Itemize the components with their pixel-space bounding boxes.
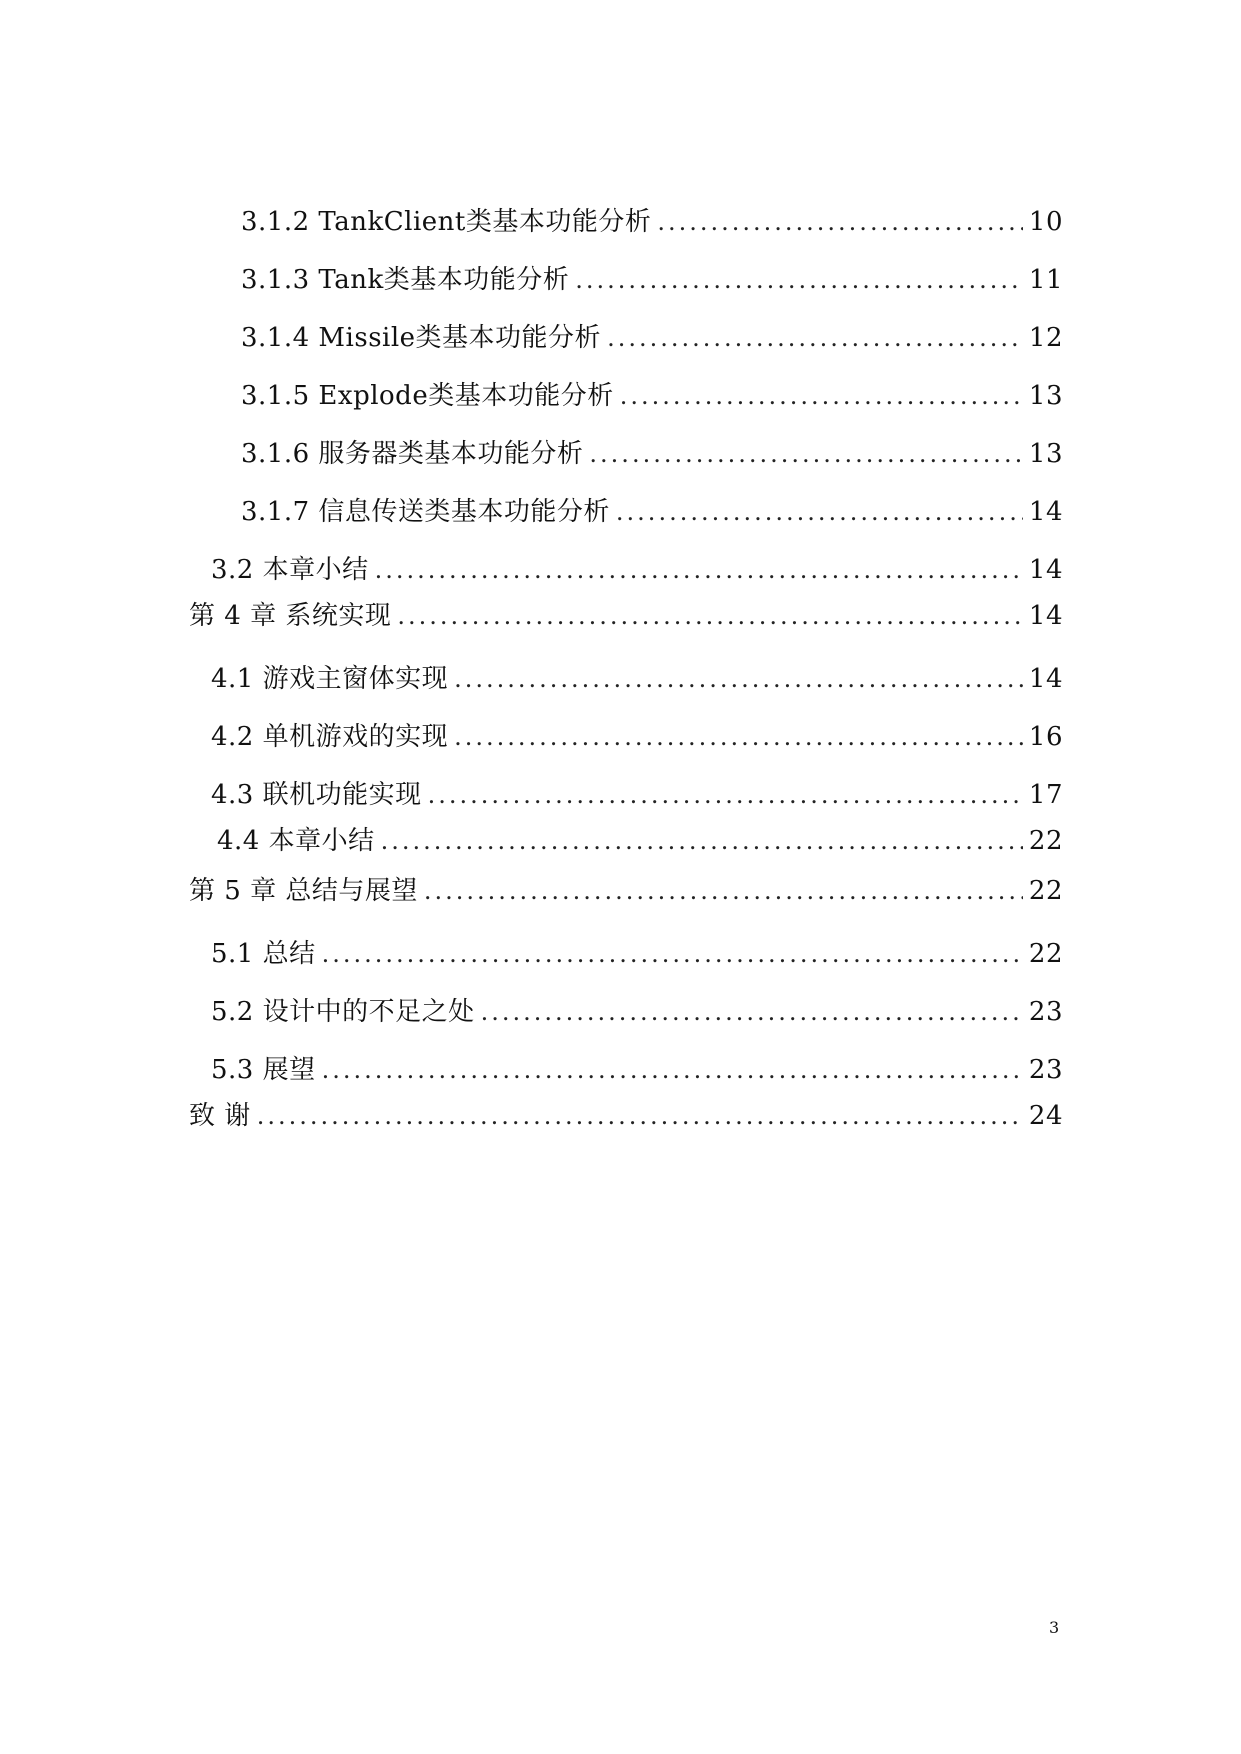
toc-entry-label: 第 4 章 系统实现 bbox=[189, 601, 392, 631]
toc-entry-page-number: 16 bbox=[1028, 722, 1063, 752]
toc-entry-5-1[interactable] bbox=[211, 936, 1063, 972]
toc-entry-page-number: 10 bbox=[1028, 207, 1063, 237]
toc-entry-label: 3.1.4 Missile类基本功能分析 bbox=[241, 323, 602, 353]
toc-entry-label: 5.2 设计中的不足之处 bbox=[211, 997, 475, 1027]
toc-entry-label: 4.3 联机功能实现 bbox=[211, 780, 422, 810]
toc-entry-page-number: 13 bbox=[1028, 381, 1063, 411]
toc-entry-label: 5.1 总结 bbox=[211, 939, 316, 969]
toc-entry-page-number: 14 bbox=[1028, 664, 1063, 694]
dot-leader bbox=[657, 204, 1023, 240]
dot-leader bbox=[397, 598, 1023, 634]
dot-leader bbox=[322, 936, 1023, 972]
dot-leader bbox=[257, 1098, 1023, 1134]
toc-entry-page-number: 14 bbox=[1028, 497, 1063, 527]
toc-entry-5-2[interactable] bbox=[211, 994, 1063, 1030]
toc-entry-label: 3.1.5 Explode类基本功能分析 bbox=[241, 381, 614, 411]
toc-entry-page-number: 22 bbox=[1028, 939, 1063, 969]
toc-entry-4-1[interactable] bbox=[211, 661, 1063, 697]
toc-entry-page-number: 17 bbox=[1028, 780, 1063, 810]
toc-entry-page-number: 22 bbox=[1028, 826, 1063, 856]
toc-entry-label: 4.2 单机游戏的实现 bbox=[211, 722, 449, 752]
toc-entry-page-number: 24 bbox=[1028, 1101, 1063, 1131]
toc-entry-label: 3.1.2 TankClient类基本功能分析 bbox=[241, 207, 652, 237]
toc-entry-label: 3.1.3 Tank类基本功能分析 bbox=[241, 265, 570, 295]
toc-entry-3-1-3[interactable] bbox=[241, 262, 1063, 298]
toc-entry-page-number: 13 bbox=[1028, 439, 1063, 469]
toc-entry-label: 5.3 展望 bbox=[211, 1055, 316, 1085]
toc-entry-3-1-6[interactable] bbox=[241, 436, 1063, 472]
dot-leader bbox=[375, 552, 1023, 588]
toc-entry-4-3[interactable] bbox=[211, 777, 1063, 813]
toc-entry-label: 4.4 本章小结 bbox=[217, 826, 375, 856]
toc-entry-page-number: 23 bbox=[1028, 997, 1063, 1027]
toc-entry-page-number: 23 bbox=[1028, 1055, 1063, 1085]
toc-entry-label: 3.2 本章小结 bbox=[211, 555, 369, 585]
toc-entry-page-number: 14 bbox=[1028, 601, 1063, 631]
dot-leader bbox=[424, 873, 1023, 909]
dot-leader bbox=[454, 661, 1023, 697]
toc-entry-chapter-5[interactable] bbox=[189, 873, 1063, 909]
toc-entry-page-number: 22 bbox=[1028, 876, 1063, 906]
toc-entry-page-number: 11 bbox=[1028, 265, 1063, 295]
toc-entry-label: 第 5 章 总结与展望 bbox=[189, 876, 418, 906]
toc-entry-label: 3.1.6 服务器类基本功能分析 bbox=[241, 439, 584, 469]
toc-entry-page-number: 12 bbox=[1028, 323, 1063, 353]
dot-leader bbox=[620, 378, 1023, 414]
dot-leader bbox=[616, 494, 1023, 530]
dot-leader bbox=[428, 777, 1023, 813]
toc-entry-chapter-4[interactable] bbox=[189, 598, 1063, 634]
toc-entry-page-number: 14 bbox=[1028, 555, 1063, 585]
dot-leader bbox=[322, 1052, 1023, 1088]
dot-leader bbox=[575, 262, 1023, 298]
toc-entry-5-3[interactable] bbox=[211, 1052, 1063, 1088]
page-number: 3 bbox=[1049, 1618, 1060, 1637]
toc-entry-3-1-7[interactable] bbox=[241, 494, 1063, 530]
dot-leader bbox=[481, 994, 1023, 1030]
toc-entry-acknowledgements[interactable] bbox=[189, 1098, 1063, 1134]
dot-leader bbox=[607, 320, 1023, 356]
dot-leader bbox=[381, 823, 1023, 859]
toc-entry-label: 3.1.7 信息传送类基本功能分析 bbox=[241, 497, 610, 527]
toc-entry-4-4[interactable] bbox=[217, 823, 1063, 859]
dot-leader bbox=[589, 436, 1022, 472]
toc-entry-3-1-4[interactable] bbox=[241, 320, 1063, 356]
toc-entry-3-2[interactable] bbox=[211, 552, 1063, 588]
toc-entry-4-2[interactable] bbox=[211, 719, 1063, 755]
toc-entry-3-1-2[interactable] bbox=[241, 204, 1063, 240]
toc-entry-label: 4.1 游戏主窗体实现 bbox=[211, 664, 449, 694]
dot-leader bbox=[454, 719, 1023, 755]
toc-entry-label: 致 谢 bbox=[189, 1101, 251, 1131]
toc-entry-3-1-5[interactable] bbox=[241, 378, 1063, 414]
